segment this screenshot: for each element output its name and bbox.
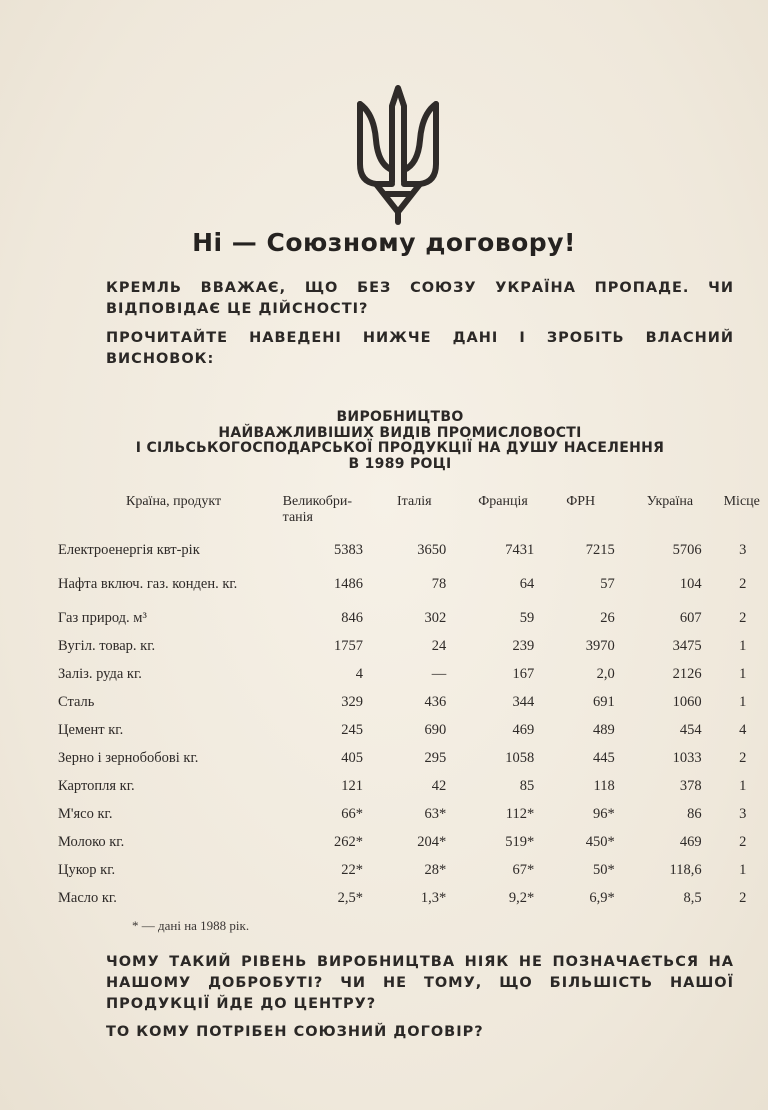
table-row-label: Молоко кг.	[58, 834, 125, 850]
table-cell: 66*	[341, 805, 364, 822]
table-cell: 85	[519, 777, 535, 794]
table-cell: 405	[341, 749, 364, 766]
table-row	[58, 800, 768, 828]
table-row	[58, 828, 768, 856]
table-cell: 690	[424, 721, 447, 738]
document-title: Ні — Союзному договору!	[192, 228, 576, 257]
table-cell: 3650	[417, 541, 447, 558]
table-cell: 118,6	[669, 861, 702, 878]
table-cell: 344	[512, 693, 535, 710]
table-body	[58, 536, 768, 912]
table-cell: 5383	[334, 541, 364, 558]
tryzub-emblem-icon	[352, 84, 444, 226]
table-cell: 3475	[672, 637, 702, 654]
table-heading-line: ВИРОБНИЦТВО	[336, 409, 464, 425]
table-cell: 262*	[334, 833, 364, 850]
table-cell: 1486	[334, 575, 364, 592]
table-heading	[60, 410, 740, 472]
table-row-label: Газ природ. м³	[58, 610, 147, 626]
table-cell: 104	[679, 575, 702, 592]
table-cell: 445	[593, 749, 615, 766]
table-cell: 1058	[505, 749, 535, 766]
table-cell: 1757	[334, 637, 364, 654]
table-column-header: ФРН	[566, 494, 596, 509]
table-cell: 239	[512, 637, 535, 654]
table-row-label: Електроенергія квт-рік	[58, 542, 200, 558]
table-cell: 204*	[417, 833, 447, 850]
table-cell: 42	[431, 777, 447, 794]
table-cell: 1060	[672, 693, 702, 710]
table-cell: 846	[341, 609, 364, 626]
table-cell: 167	[512, 665, 535, 682]
table-column-header: Франція	[478, 494, 528, 509]
table-cell: 469	[679, 833, 702, 850]
table-cell: 8,5	[683, 889, 702, 906]
table-cell: 96*	[593, 805, 615, 822]
table-cell: 78	[431, 575, 447, 592]
table-cell: 2	[739, 609, 747, 626]
table-cell: 118	[593, 777, 615, 794]
table-cell: 112*	[505, 805, 535, 822]
intro-paragraph-1: КРЕМЛЬ ВВАЖАЄ, ЩО БЕЗ СОЮЗУ УКРАЇНА ПРОПАДЕ. ЧИ ВІДПОВІДАЄ ЦЕ ДІЙСНОСТІ?	[106, 280, 734, 317]
table-cell: 454	[679, 721, 702, 738]
table-row	[58, 856, 768, 884]
table-cell: 1	[739, 861, 747, 878]
table-cell: 245	[341, 721, 364, 738]
closing-paragraph-2: ТО КОМУ ПОТРІБЕН СОЮЗНИЙ ДОГОВІР?	[106, 1024, 484, 1040]
table-row	[58, 632, 768, 660]
closing-paragraph-1: ЧОМУ ТАКИЙ РІВЕНЬ ВИРОБНИЦТВА НІЯК НЕ ПОЗНАЧАЄТЬСЯ НА НАШОМУ ДОБРОБУТІ? ЧИ НЕ ТОМУ, ЩО БІЛЬШІСТЬ НАШОЇ ПРОДУКЦІЇ ЙДЕ ДО ЦЕНТРУ?	[106, 954, 734, 1012]
table-row	[58, 536, 768, 564]
table-row	[58, 604, 768, 632]
table-cell: 607	[679, 609, 702, 626]
table-row	[58, 564, 768, 604]
table-row-label: Цукор кг.	[58, 862, 116, 878]
table-cell: 26	[600, 609, 615, 626]
table-cell: 7431	[505, 541, 535, 558]
table-cell: 50*	[593, 861, 615, 878]
table-column-header: Італія	[397, 494, 432, 509]
table-footnote: * — дані на 1988 рік.	[132, 918, 250, 933]
table-row-label: Зерно і зернобобові кг.	[58, 750, 199, 766]
table-cell: 6,9*	[589, 889, 615, 906]
table-row	[58, 716, 768, 744]
table-cell: 7215	[585, 541, 615, 558]
table-column-header: Місце	[723, 494, 760, 509]
table-cell: 28*	[424, 861, 447, 878]
table-cell: 1	[739, 637, 747, 654]
table-row	[58, 884, 768, 912]
table-cell: 519*	[505, 833, 535, 850]
table-cell: 1	[739, 665, 747, 682]
table-cell: 302	[424, 609, 447, 626]
table-cell: 86	[687, 805, 702, 822]
table-cell: 67*	[512, 861, 535, 878]
table-cell: 2	[739, 575, 747, 592]
table-cell: 3	[739, 805, 747, 822]
table-cell: —	[431, 665, 447, 682]
table-cell: 295	[424, 749, 447, 766]
table-row-label: Нафта включ. газ. конден. кг.	[58, 576, 238, 592]
table-cell: 9,2*	[508, 889, 535, 906]
table-column-header: Країна, продукт	[126, 494, 222, 509]
table-heading-line: І СІЛЬСЬКОГОСПОДАРСЬКОЇ ПРОДУКЦІЇ НА ДУШУ НАСЕЛЕННЯ	[135, 440, 665, 456]
table-row	[58, 744, 768, 772]
table-cell: 2,0	[596, 665, 615, 682]
table-cell: 2,5*	[337, 889, 364, 906]
table-header-row	[58, 490, 768, 536]
table-row-label: Вугіл. товар. кг.	[58, 638, 156, 654]
table-cell: 450*	[585, 833, 615, 850]
table-cell: 489	[593, 721, 615, 738]
table-row-label: Масло кг.	[58, 890, 117, 906]
table-column-header: Україна	[646, 494, 694, 509]
table-cell: 329	[341, 693, 364, 710]
table-cell: 2	[739, 749, 747, 766]
table-cell: 59	[519, 609, 535, 626]
table-column-header: Великобри- танія	[282, 494, 353, 525]
table-cell: 1	[739, 693, 747, 710]
table-row	[58, 688, 768, 716]
table-cell: 469	[512, 721, 535, 738]
table-cell: 2126	[672, 665, 702, 682]
table-cell: 4	[355, 665, 364, 682]
table-cell: 378	[679, 777, 702, 794]
table-cell: 2	[739, 889, 747, 906]
table-cell: 3	[739, 541, 747, 558]
table-cell: 121	[341, 777, 364, 794]
table-cell: 4	[739, 721, 747, 738]
table-cell: 63*	[424, 805, 447, 822]
table-row-label: Цемент кг.	[58, 722, 124, 738]
table-heading-line: НАЙВАЖЛИВІШИХ ВИДІВ ПРОМИСЛОВОСТІ	[218, 424, 582, 441]
table-cell: 1033	[672, 749, 702, 766]
production-table	[58, 490, 768, 912]
table-cell: 3970	[585, 637, 615, 654]
table-cell: 436	[424, 693, 447, 710]
table-row-label: Картопля кг.	[58, 778, 135, 794]
table-cell: 24	[431, 637, 447, 654]
table-cell: 5706	[672, 541, 702, 558]
table-cell: 64	[519, 575, 535, 592]
table-cell: 2	[739, 833, 747, 850]
table-cell: 1	[739, 777, 747, 794]
table-cell: 1,3*	[420, 889, 447, 906]
table-row-label: Сталь	[58, 694, 95, 710]
table-cell: 57	[600, 575, 615, 592]
table-heading-line: В 1989 РОЦІ	[348, 455, 452, 472]
table-cell: 22*	[341, 861, 364, 878]
intro-paragraph-2: ПРОЧИТАЙТЕ НАВЕДЕНІ НИЖЧЕ ДАНІ І ЗРОБІТЬ ВЛАСНИЙ ВИСНОВОК:	[106, 330, 734, 367]
table-row-label: М'ясо кг.	[58, 806, 113, 822]
table-row	[58, 660, 768, 688]
table-cell: 691	[593, 693, 615, 710]
table-row-label: Заліз. руда кг.	[58, 666, 142, 682]
table-row	[58, 772, 768, 800]
